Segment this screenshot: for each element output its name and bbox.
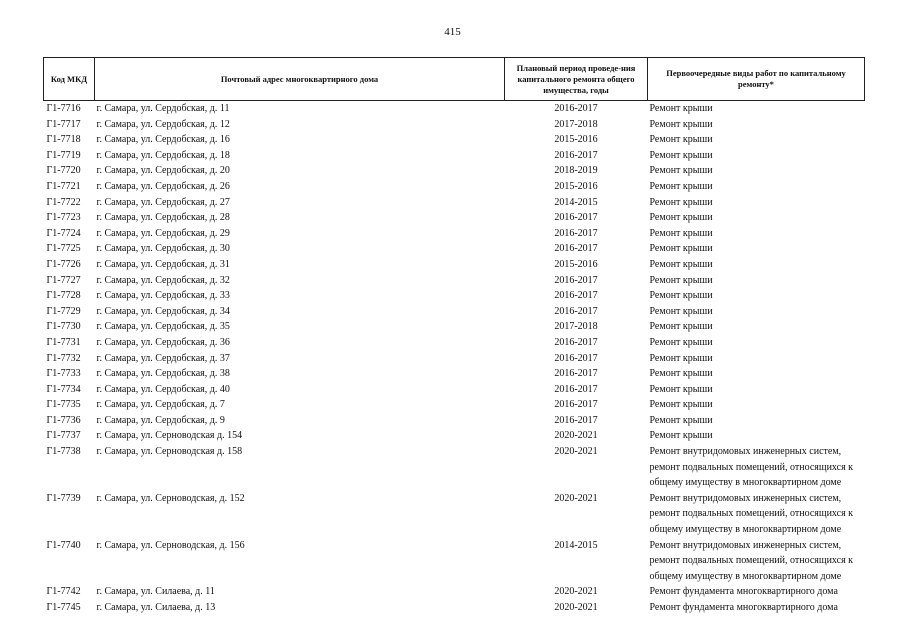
works-cell: Ремонт крыши <box>649 336 713 348</box>
table-row <box>44 179 865 195</box>
works-cell: Ремонт крыши <box>649 383 713 395</box>
period-cell: 2014-2015 <box>554 196 598 208</box>
table-row <box>44 335 865 351</box>
address-cell: г. Самара, ул. Сердобская, д. 33 <box>96 290 230 302</box>
period-cell: 2016-2017 <box>554 368 598 380</box>
table-row <box>44 428 865 444</box>
header-works: Первоочередные виды работ по капитальному ремонту* <box>648 58 865 101</box>
period-cell: 2016-2017 <box>554 399 598 411</box>
period-cell: 2016-2017 <box>554 383 598 395</box>
code-cell: Г1-7732 <box>46 352 81 364</box>
period-cell: 2020-2021 <box>554 602 598 613</box>
code-cell: Г1-7731 <box>46 336 81 348</box>
code-cell: Г1-7745 <box>46 602 81 613</box>
works-cell: Ремонт фундамента многоквартирного дома <box>649 602 838 613</box>
address-cell: г. Самара, ул. Сердобская, д. 12 <box>96 118 230 130</box>
table-row <box>44 195 865 211</box>
address-cell: г. Самара, ул. Сердобская, д. 26 <box>96 180 230 192</box>
code-cell: Г1-7734 <box>46 383 81 395</box>
capital-repair-table <box>43 57 865 616</box>
period-cell: 2017-2018 <box>554 321 598 333</box>
address-cell: г. Самара, ул. Серноводская, д. 152 <box>96 492 245 504</box>
works-cell: Ремонт крыши <box>649 274 713 286</box>
code-cell: Г1-7721 <box>46 180 81 192</box>
works-cell: Ремонт крыши <box>649 414 713 426</box>
table-row <box>44 210 865 226</box>
code-cell: Г1-7719 <box>46 149 81 161</box>
period-cell: 2020-2021 <box>554 446 598 458</box>
address-cell: г. Самара, ул. Сердобская, д. 30 <box>96 243 230 255</box>
address-cell: г. Самара, ул. Серноводская д. 154 <box>96 430 243 442</box>
code-cell: Г1-7728 <box>46 290 81 302</box>
table-row <box>44 273 865 289</box>
period-cell: 2016-2017 <box>554 212 598 224</box>
works-cell: Ремонт крыши <box>649 430 713 442</box>
address-cell: г. Самара, ул. Сердобская, д. 28 <box>96 212 230 224</box>
works-cell: Ремонт крыши <box>649 212 713 224</box>
works-cell: Ремонт крыши <box>649 103 713 114</box>
table-row <box>44 538 865 585</box>
address-cell: г. Самара, ул. Сердобская, д. 7 <box>96 399 225 411</box>
code-cell: Г1-7739 <box>46 492 81 504</box>
period-cell: 2014-2015 <box>554 539 598 551</box>
address-cell: г. Самара, ул. Сердобская, д. 9 <box>96 414 225 426</box>
works-cell: Ремонт крыши <box>649 243 713 255</box>
code-cell: Г1-7720 <box>46 165 81 177</box>
table-row <box>44 444 865 491</box>
table-row <box>44 288 865 304</box>
period-cell: 2016-2017 <box>554 290 598 302</box>
works-cell: Ремонт крыши <box>649 290 713 302</box>
header-period: Плановый период проведе-ния капитального ремонта общего имущества, годы <box>505 58 648 101</box>
code-cell: Г1-7727 <box>46 274 81 286</box>
address-cell: г. Самара, ул. Сердобская, д. 20 <box>96 165 230 177</box>
address-cell: г. Самара, ул. Серноводская, д. 156 <box>96 539 245 551</box>
address-cell: г. Самара, ул. Сердобская, д. 11 <box>96 103 230 114</box>
works-cell: Ремонт внутридомовых инженерных систем, ремонт подвальных помещений, относящихся к общему имуществу в многоквартирном доме <box>649 539 854 582</box>
period-cell: 2016-2017 <box>554 274 598 286</box>
works-cell: Ремонт крыши <box>649 149 713 161</box>
table-row <box>44 132 865 148</box>
table-row <box>44 366 865 382</box>
period-cell: 2016-2017 <box>554 305 598 317</box>
period-cell: 2020-2021 <box>554 492 598 504</box>
period-cell: 2016-2017 <box>554 149 598 161</box>
table-row <box>44 584 865 600</box>
period-cell: 2018-2019 <box>554 165 598 177</box>
table-row <box>44 241 865 257</box>
code-cell: Г1-7717 <box>46 118 81 130</box>
code-cell: Г1-7738 <box>46 446 81 458</box>
page-number: 415 <box>444 26 461 38</box>
address-cell: г. Самара, ул. Сердобская, д. 29 <box>96 227 230 239</box>
period-cell: 2020-2021 <box>554 430 598 442</box>
code-cell: Г1-7737 <box>46 430 81 442</box>
address-cell: г. Самара, ул. Сердобская, д. 31 <box>96 258 230 270</box>
period-cell: 2015-2016 <box>554 134 598 146</box>
table-row <box>44 319 865 335</box>
table-row <box>44 163 865 179</box>
address-cell: г. Самара, ул. Сердобская, д. 36 <box>96 336 230 348</box>
period-cell: 2015-2016 <box>554 258 598 270</box>
works-cell: Ремонт крыши <box>649 165 713 177</box>
works-cell: Ремонт крыши <box>649 196 713 208</box>
table-row <box>44 600 865 616</box>
table-row <box>44 117 865 133</box>
table-row <box>44 226 865 242</box>
address-cell: г. Самара, ул. Сердобская, д. 35 <box>96 321 230 333</box>
address-cell: г. Самара, ул. Серноводская д. 158 <box>96 446 243 458</box>
works-cell: Ремонт крыши <box>649 227 713 239</box>
period-cell: 2016-2017 <box>554 352 598 364</box>
period-cell: 2016-2017 <box>554 103 598 114</box>
code-cell: Г1-7726 <box>46 258 81 270</box>
address-cell: г. Самара, ул. Сердобская, д. 18 <box>96 149 230 161</box>
works-cell: Ремонт крыши <box>649 352 713 364</box>
code-cell: Г1-7733 <box>46 368 81 380</box>
header-address: Почтовый адрес многоквартирного дома <box>95 58 505 101</box>
code-cell: Г1-7735 <box>46 399 81 411</box>
table-header <box>44 58 865 101</box>
address-cell: г. Самара, ул. Сердобская, д. 37 <box>96 352 230 364</box>
code-cell: Г1-7730 <box>46 321 81 333</box>
works-cell: Ремонт крыши <box>649 118 713 130</box>
works-cell: Ремонт внутридомовых инженерных систем, ремонт подвальных помещений, относящихся к общему имуществу в многоквартирном доме <box>649 492 854 536</box>
works-cell: Ремонт фундамента многоквартирного дома <box>649 586 838 598</box>
table-row <box>44 351 865 367</box>
code-cell: Г1-7742 <box>46 586 81 598</box>
table-row <box>44 148 865 164</box>
works-cell: Ремонт внутридомовых инженерных систем, ремонт подвальных помещений, относящихся к общему имуществу в многоквартирном доме <box>649 446 854 489</box>
period-cell: 2016-2017 <box>554 336 598 348</box>
address-cell: г. Самара, ул. Сердобская, д. 32 <box>96 274 230 286</box>
code-cell: Г1-7722 <box>46 196 81 208</box>
period-cell: 2016-2017 <box>554 227 598 239</box>
works-cell: Ремонт крыши <box>649 368 713 380</box>
header-code: Код МКД <box>44 58 95 101</box>
code-cell: Г1-7723 <box>46 212 81 224</box>
period-cell: 2016-2017 <box>554 414 598 426</box>
works-cell: Ремонт крыши <box>649 134 713 146</box>
table-row <box>44 491 865 538</box>
code-cell: Г1-7740 <box>46 539 81 551</box>
period-cell: 2017-2018 <box>554 118 598 130</box>
code-cell: Г1-7718 <box>46 134 81 146</box>
works-cell: Ремонт крыши <box>649 399 713 411</box>
code-cell: Г1-7725 <box>46 243 81 255</box>
table-body <box>44 101 865 616</box>
period-cell: 2016-2017 <box>554 243 598 255</box>
period-cell: 2015-2016 <box>554 180 598 192</box>
address-cell: г. Самара, ул. Силаева, д. 13 <box>96 602 216 613</box>
address-cell: г. Самара, ул. Силаева, д. 11 <box>96 586 215 598</box>
address-cell: г. Самара, ул. Сердобская, д. 27 <box>96 196 230 208</box>
table-row <box>44 101 865 117</box>
works-cell: Ремонт крыши <box>649 258 713 270</box>
code-cell: Г1-7729 <box>46 305 81 317</box>
works-cell: Ремонт крыши <box>649 305 713 317</box>
address-cell: г. Самара, ул. Сердобская, д. 34 <box>96 305 230 317</box>
code-cell: Г1-7736 <box>46 414 81 426</box>
table-row <box>44 413 865 429</box>
code-cell: Г1-7716 <box>46 103 81 114</box>
works-cell: Ремонт крыши <box>649 321 713 333</box>
address-cell: г. Самара, ул. Сердобская, д. 16 <box>96 134 230 146</box>
table-row <box>44 382 865 398</box>
works-cell: Ремонт крыши <box>649 180 713 192</box>
table-row <box>44 397 865 413</box>
code-cell: Г1-7724 <box>46 227 81 239</box>
period-cell: 2020-2021 <box>554 586 598 598</box>
table-row <box>44 304 865 320</box>
address-cell: г. Самара, ул. Сердобская, д. 40 <box>96 383 230 395</box>
table-row <box>44 257 865 273</box>
address-cell: г. Самара, ул. Сердобская, д. 38 <box>96 368 230 380</box>
